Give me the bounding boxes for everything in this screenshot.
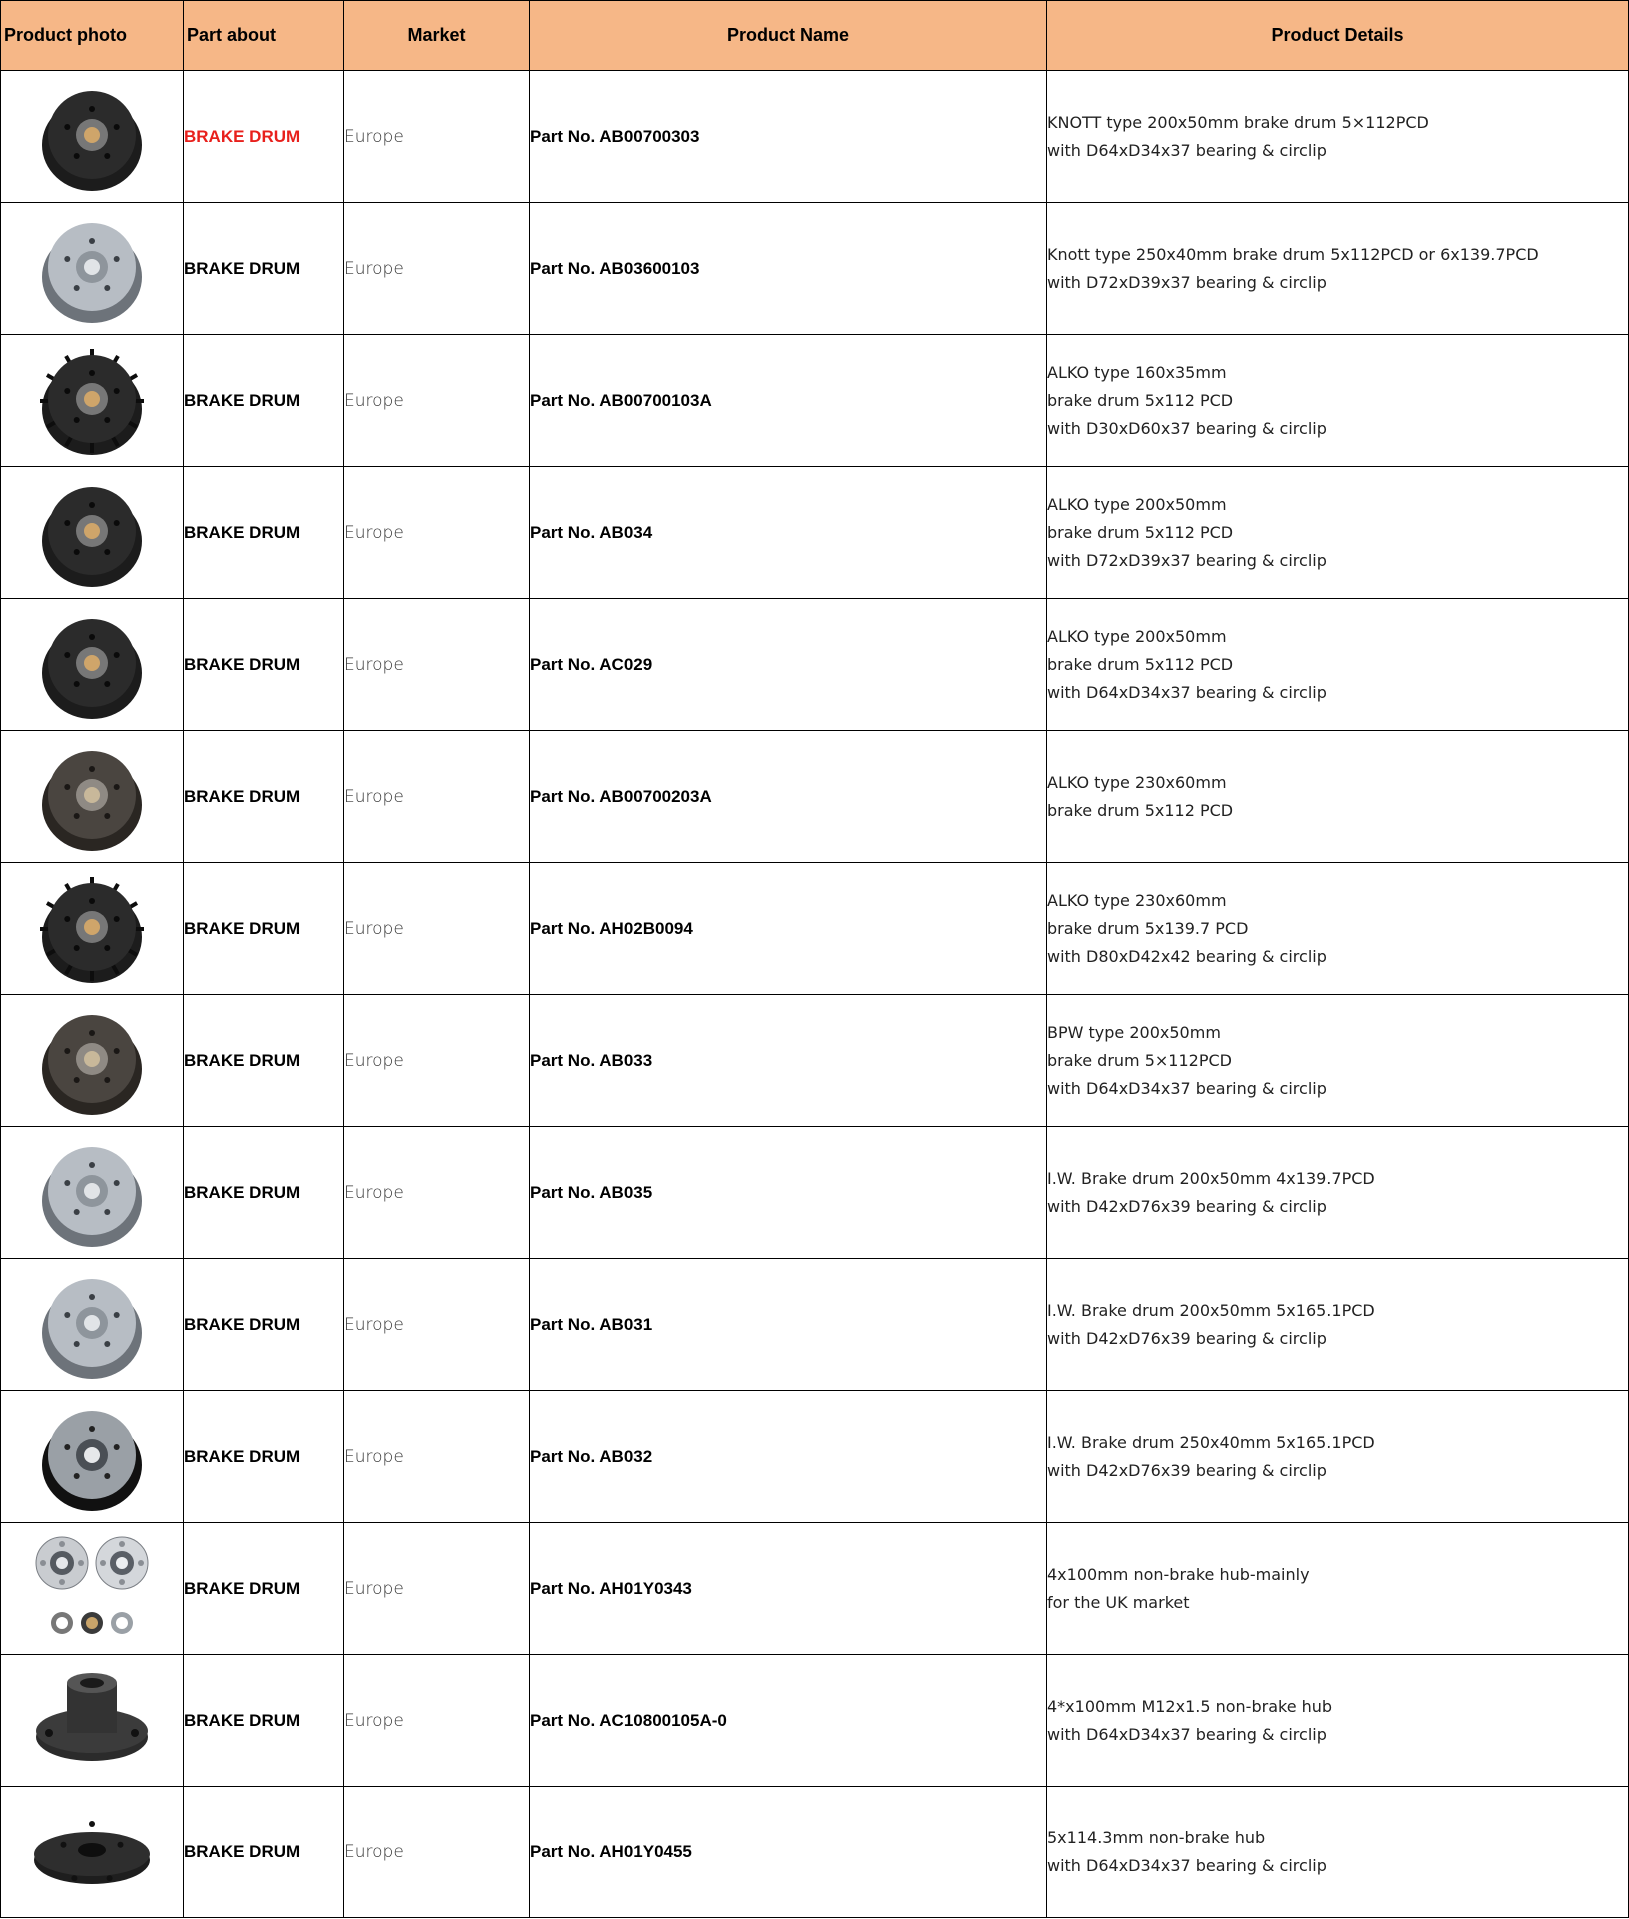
detail-line: brake drum 5×112PCD <box>1047 1050 1232 1070</box>
part-about-cell: BRAKE DRUM <box>184 1391 344 1523</box>
part-about-cell: BRAKE DRUM <box>184 1787 344 1918</box>
brake-drum-black-icon <box>27 607 157 723</box>
product-name-cell: Part No. AC029 <box>530 599 1047 731</box>
header-product-photo: Product photo <box>1 1 184 71</box>
detail-line: with D72xD39x37 bearing & circlip <box>1047 272 1327 292</box>
product-name-cell: Part No. AB033 <box>530 995 1047 1127</box>
non-brake-hub-flat-icon <box>27 1794 157 1910</box>
part-about-cell: BRAKE DRUM <box>184 71 344 203</box>
detail-line: ALKO type 200x50mm <box>1047 626 1227 646</box>
product-photo <box>1 1127 184 1259</box>
detail-line: brake drum 5x112 PCD <box>1047 800 1234 820</box>
part-about-cell: BRAKE DRUM <box>184 1127 344 1259</box>
brake-drum-galvanized-icon <box>27 1135 157 1251</box>
market-cell: Europe <box>344 599 530 731</box>
brake-drum-galvanized-icon <box>27 1267 157 1383</box>
part-about-cell: BRAKE DRUM <box>184 335 344 467</box>
product-name-cell: Part No. AB031 <box>530 1259 1047 1391</box>
product-photo <box>1 335 184 467</box>
market-cell: Europe <box>344 335 530 467</box>
table-row <box>1 71 1629 203</box>
product-name-cell: Part No. AH01Y0455 <box>530 1787 1047 1918</box>
product-details-cell <box>1047 863 1629 995</box>
detail-line: BPW type 200x50mm <box>1047 1022 1221 1042</box>
table-row <box>1 863 1629 995</box>
detail-line: 4x100mm non-brake hub-mainly <box>1047 1564 1310 1584</box>
header-part-about: Part about <box>184 1 344 71</box>
product-photo <box>1 1655 184 1787</box>
product-photo <box>1 995 184 1127</box>
non-brake-hub-icon <box>27 1663 157 1779</box>
product-name-cell: Part No. AB034 <box>530 467 1047 599</box>
product-name-cell: Part No. AB035 <box>530 1127 1047 1259</box>
product-details-cell <box>1047 731 1629 863</box>
detail-line: brake drum 5x112 PCD <box>1047 390 1234 410</box>
detail-line: with D64xD34x37 bearing & circlip <box>1047 1724 1327 1744</box>
product-photo <box>1 863 184 995</box>
detail-line: with D42xD76x39 bearing & circlip <box>1047 1460 1327 1480</box>
part-about-cell: BRAKE DRUM <box>184 1655 344 1787</box>
brake-drum-dark-icon <box>27 1003 157 1119</box>
brake-drum-black-icon <box>27 475 157 591</box>
product-photo <box>1 1259 184 1391</box>
brake-drum-black-icon <box>27 79 157 195</box>
header-product-details: Product Details <box>1047 1 1629 71</box>
table-row <box>1 731 1629 863</box>
detail-line: for the UK market <box>1047 1592 1190 1612</box>
detail-line: with D42xD76x39 bearing & circlip <box>1047 1196 1327 1216</box>
detail-line: with D72xD39x37 bearing & circlip <box>1047 550 1327 570</box>
product-details-cell <box>1047 71 1629 203</box>
product-details-cell <box>1047 1391 1629 1523</box>
table-row <box>1 1391 1629 1523</box>
header-product-name: Product Name <box>530 1 1047 71</box>
table-row <box>1 1127 1629 1259</box>
detail-line: brake drum 5x139.7 PCD <box>1047 918 1249 938</box>
detail-line: with D64xD34x37 bearing & circlip <box>1047 140 1327 160</box>
detail-line: with D30xD60x37 bearing & circlip <box>1047 418 1327 438</box>
detail-line: I.W. Brake drum 250x40mm 5x165.1PCD <box>1047 1432 1375 1452</box>
table-row <box>1 467 1629 599</box>
header-row <box>1 1 1629 71</box>
product-details-cell <box>1047 599 1629 731</box>
detail-line: with D64xD34x37 bearing & circlip <box>1047 1856 1327 1875</box>
detail-line: I.W. Brake drum 200x50mm 5x165.1PCD <box>1047 1300 1375 1320</box>
product-photo <box>1 467 184 599</box>
market-cell: Europe <box>344 1127 530 1259</box>
market-cell: Europe <box>344 203 530 335</box>
product-details-cell <box>1047 1787 1629 1918</box>
detail-line: KNOTT type 200x50mm brake drum 5×112PCD <box>1047 112 1429 132</box>
detail-line: with D80xD42x42 bearing & circlip <box>1047 946 1327 966</box>
market-cell: Europe <box>344 1391 530 1523</box>
product-details-cell <box>1047 1655 1629 1787</box>
detail-line: brake drum 5x112 PCD <box>1047 654 1234 674</box>
product-photo <box>1 1523 184 1655</box>
part-about-cell: BRAKE DRUM <box>184 467 344 599</box>
part-about-cell: BRAKE DRUM <box>184 995 344 1127</box>
hub-set-icon <box>27 1531 157 1647</box>
brake-drum-galvanized-icon <box>27 211 157 327</box>
product-name-cell: Part No. AB00700103A <box>530 335 1047 467</box>
detail-line: ALKO type 200x50mm <box>1047 494 1227 514</box>
table-row <box>1 1787 1629 1918</box>
product-photo <box>1 731 184 863</box>
product-name-cell: Part No. AB00700203A <box>530 731 1047 863</box>
brake-drum-ribbed-icon <box>27 343 157 459</box>
product-photo <box>1 71 184 203</box>
table-row <box>1 203 1629 335</box>
detail-line: ALKO type 160x35mm <box>1047 362 1227 382</box>
detail-line: 4*x100mm M12x1.5 non-brake hub <box>1047 1696 1333 1716</box>
part-about-cell: BRAKE DRUM <box>184 1259 344 1391</box>
part-about-cell: BRAKE DRUM <box>184 731 344 863</box>
product-details-cell <box>1047 203 1629 335</box>
product-details-cell <box>1047 467 1629 599</box>
detail-line: with D42xD76x39 bearing & circlip <box>1047 1328 1327 1348</box>
product-photo <box>1 203 184 335</box>
product-photo <box>1 599 184 731</box>
product-details-cell <box>1047 995 1629 1127</box>
product-name-cell: Part No. AH02B0094 <box>530 863 1047 995</box>
market-cell: Europe <box>344 995 530 1127</box>
brake-drum-ribbed-icon <box>27 871 157 987</box>
market-cell: Europe <box>344 467 530 599</box>
product-details-cell <box>1047 1523 1629 1655</box>
detail-line: brake drum 5x112 PCD <box>1047 522 1234 542</box>
table-row <box>1 1259 1629 1391</box>
market-cell: Europe <box>344 1259 530 1391</box>
product-name-cell: Part No. AB03600103 <box>530 203 1047 335</box>
market-cell: Europe <box>344 1523 530 1655</box>
detail-line: ALKO type 230x60mm <box>1047 772 1227 792</box>
header-market: Market <box>344 1 530 71</box>
detail-line: 5x114.3mm non-brake hub <box>1047 1828 1266 1847</box>
product-photo <box>1 1787 184 1918</box>
table-row <box>1 995 1629 1127</box>
table-row <box>1 1655 1629 1787</box>
part-about-cell: BRAKE DRUM <box>184 203 344 335</box>
product-name-cell: Part No. AH01Y0343 <box>530 1523 1047 1655</box>
market-cell: Europe <box>344 731 530 863</box>
market-cell: Europe <box>344 1655 530 1787</box>
market-cell: Europe <box>344 1787 530 1918</box>
part-about-cell: BRAKE DRUM <box>184 863 344 995</box>
brake-drum-dark-icon <box>27 739 157 855</box>
product-name-cell: Part No. AB032 <box>530 1391 1047 1523</box>
product-name-cell: Part No. AC10800105A-0 <box>530 1655 1047 1787</box>
table-row <box>1 599 1629 731</box>
detail-line: with D64xD34x37 bearing & circlip <box>1047 1078 1327 1098</box>
product-photo <box>1 1391 184 1523</box>
market-cell: Europe <box>344 71 530 203</box>
part-about-cell: BRAKE DRUM <box>184 599 344 731</box>
product-details-cell <box>1047 335 1629 467</box>
detail-line: Knott type 250x40mm brake drum 5x112PCD or 6x139.7PCD <box>1047 244 1539 264</box>
product-details-cell <box>1047 1259 1629 1391</box>
detail-line: I.W. Brake drum 200x50mm 4x139.7PCD <box>1047 1168 1375 1188</box>
market-cell: Europe <box>344 863 530 995</box>
product-name-cell: Part No. AB00700303 <box>530 71 1047 203</box>
part-about-cell: BRAKE DRUM <box>184 1523 344 1655</box>
table-row <box>1 335 1629 467</box>
detail-line: ALKO type 230x60mm <box>1047 890 1227 910</box>
product-details-cell <box>1047 1127 1629 1259</box>
table-row <box>1 1523 1629 1655</box>
detail-line: with D64xD34x37 bearing & circlip <box>1047 682 1327 702</box>
brake-drum-plate-icon <box>27 1399 157 1515</box>
